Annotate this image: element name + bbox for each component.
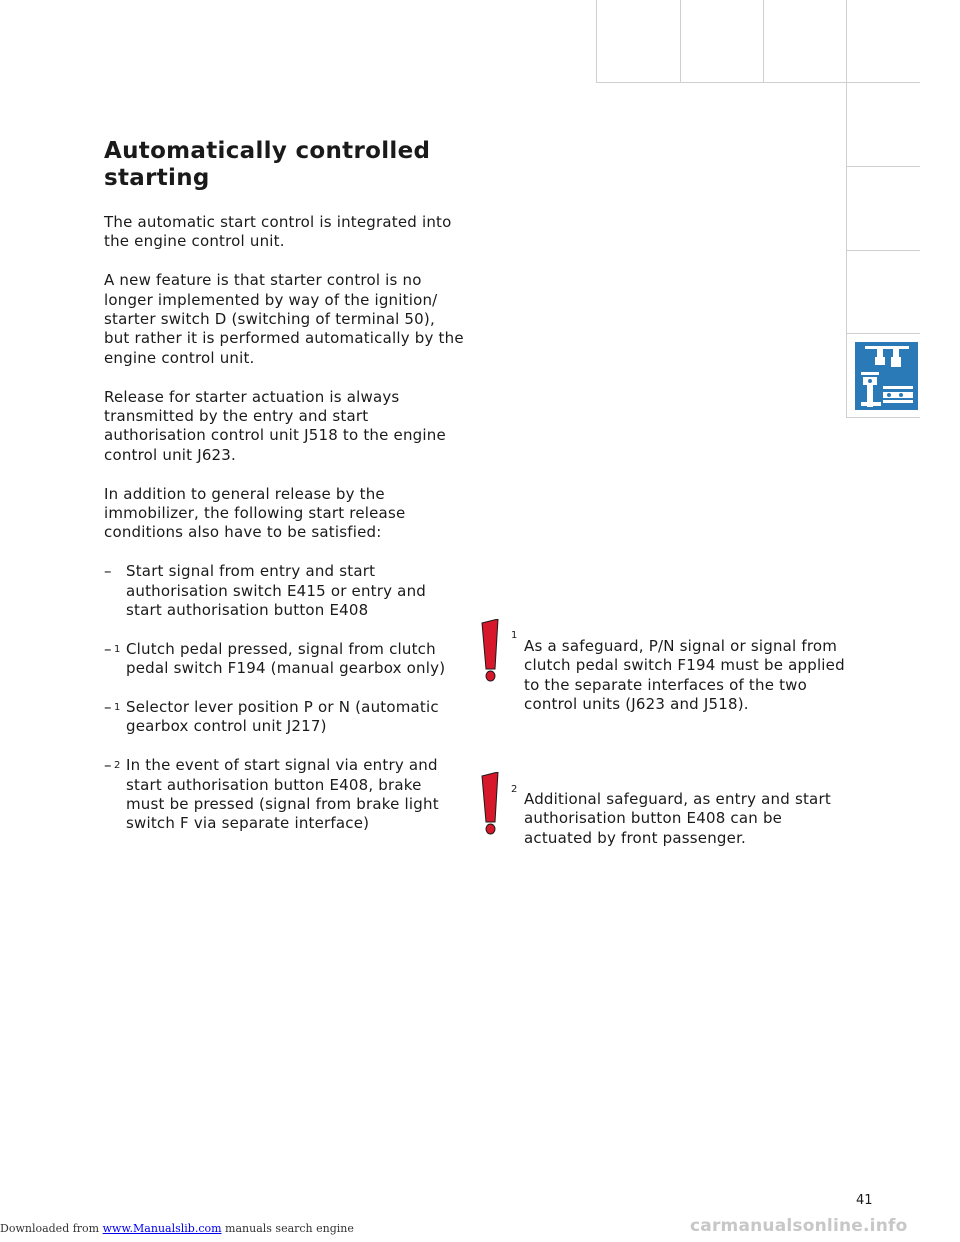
note-number: 1 <box>511 630 518 641</box>
footnote-ref: 1 <box>114 643 121 655</box>
engine-component-tab-icon <box>855 342 918 410</box>
list-item <box>104 562 464 620</box>
footer-link[interactable]: www.Manualslib.com <box>102 1222 222 1235</box>
footnote-ref: 2 <box>114 760 121 772</box>
grid-line <box>596 0 597 83</box>
page-title: Automatically controlled starting <box>104 138 431 191</box>
exclamation-warning-icon <box>478 619 502 683</box>
body-text <box>104 213 464 853</box>
footer-prefix: Downloaded from <box>0 1222 103 1235</box>
safety-note: Additional safeguard, as entry and start authorisation button E408 can be actuated by front passenger. <box>524 790 831 847</box>
grid-line <box>680 0 681 83</box>
paragraph: In addition to general release by the immobilizer, the following start release conditions also have to be satisfied: <box>104 484 406 542</box>
list-item <box>104 698 464 737</box>
list-item-text: Clutch pedal pressed, signal from clutch pedal switch F194 (manual gearbox only) <box>126 639 446 678</box>
page-number: 41 <box>856 1193 873 1208</box>
list-dash: – <box>104 562 112 581</box>
paragraph: A new feature is that starter control is no longer implemented by way of the ignition/ starter switch D (switching of terminal 50), but rather it is performed automatically by the engine control unit. <box>104 271 464 367</box>
list-dash: – <box>104 756 112 775</box>
list-dash: – <box>104 698 112 717</box>
grid-line <box>596 82 920 83</box>
grid-line <box>763 0 764 83</box>
list-item <box>104 640 464 679</box>
exclamation-warning-icon <box>478 772 502 836</box>
list-item-text: Start signal from entry and start authorisation switch E415 or entry and start authorisation button E408 <box>126 562 426 620</box>
list-item-text: In the event of start signal via entry and start authorisation button E408, brake must be pressed (signal from brake light switch F via separate interface) <box>126 756 439 833</box>
grid-line <box>846 333 920 334</box>
safety-note: As a safeguard, P/N signal or signal from clutch pedal switch F194 must be applied to the separate interfaces of the two control units (J623 and J518). <box>524 637 845 714</box>
download-footer <box>0 1222 354 1235</box>
footnote-ref: 1 <box>114 702 121 714</box>
paragraph: The automatic start control is integrated into the engine control unit. <box>104 213 452 251</box>
list-dash: – <box>104 639 112 658</box>
grid-line <box>846 417 920 418</box>
grid-line <box>846 166 920 167</box>
watermark: carmanualsonline.info <box>690 1216 908 1236</box>
grid-line <box>846 0 847 418</box>
list-item-text: Selector lever position P or N (automatic gearbox control unit J217) <box>126 698 439 736</box>
footer-suffix: manuals search engine <box>221 1222 354 1235</box>
note-number: 2 <box>511 784 518 795</box>
list-item <box>104 756 464 834</box>
grid-line <box>846 250 920 251</box>
paragraph: Release for starter actuation is always transmitted by the entry and start authorisation control unit J518 to the engine control unit J623. <box>104 387 446 464</box>
